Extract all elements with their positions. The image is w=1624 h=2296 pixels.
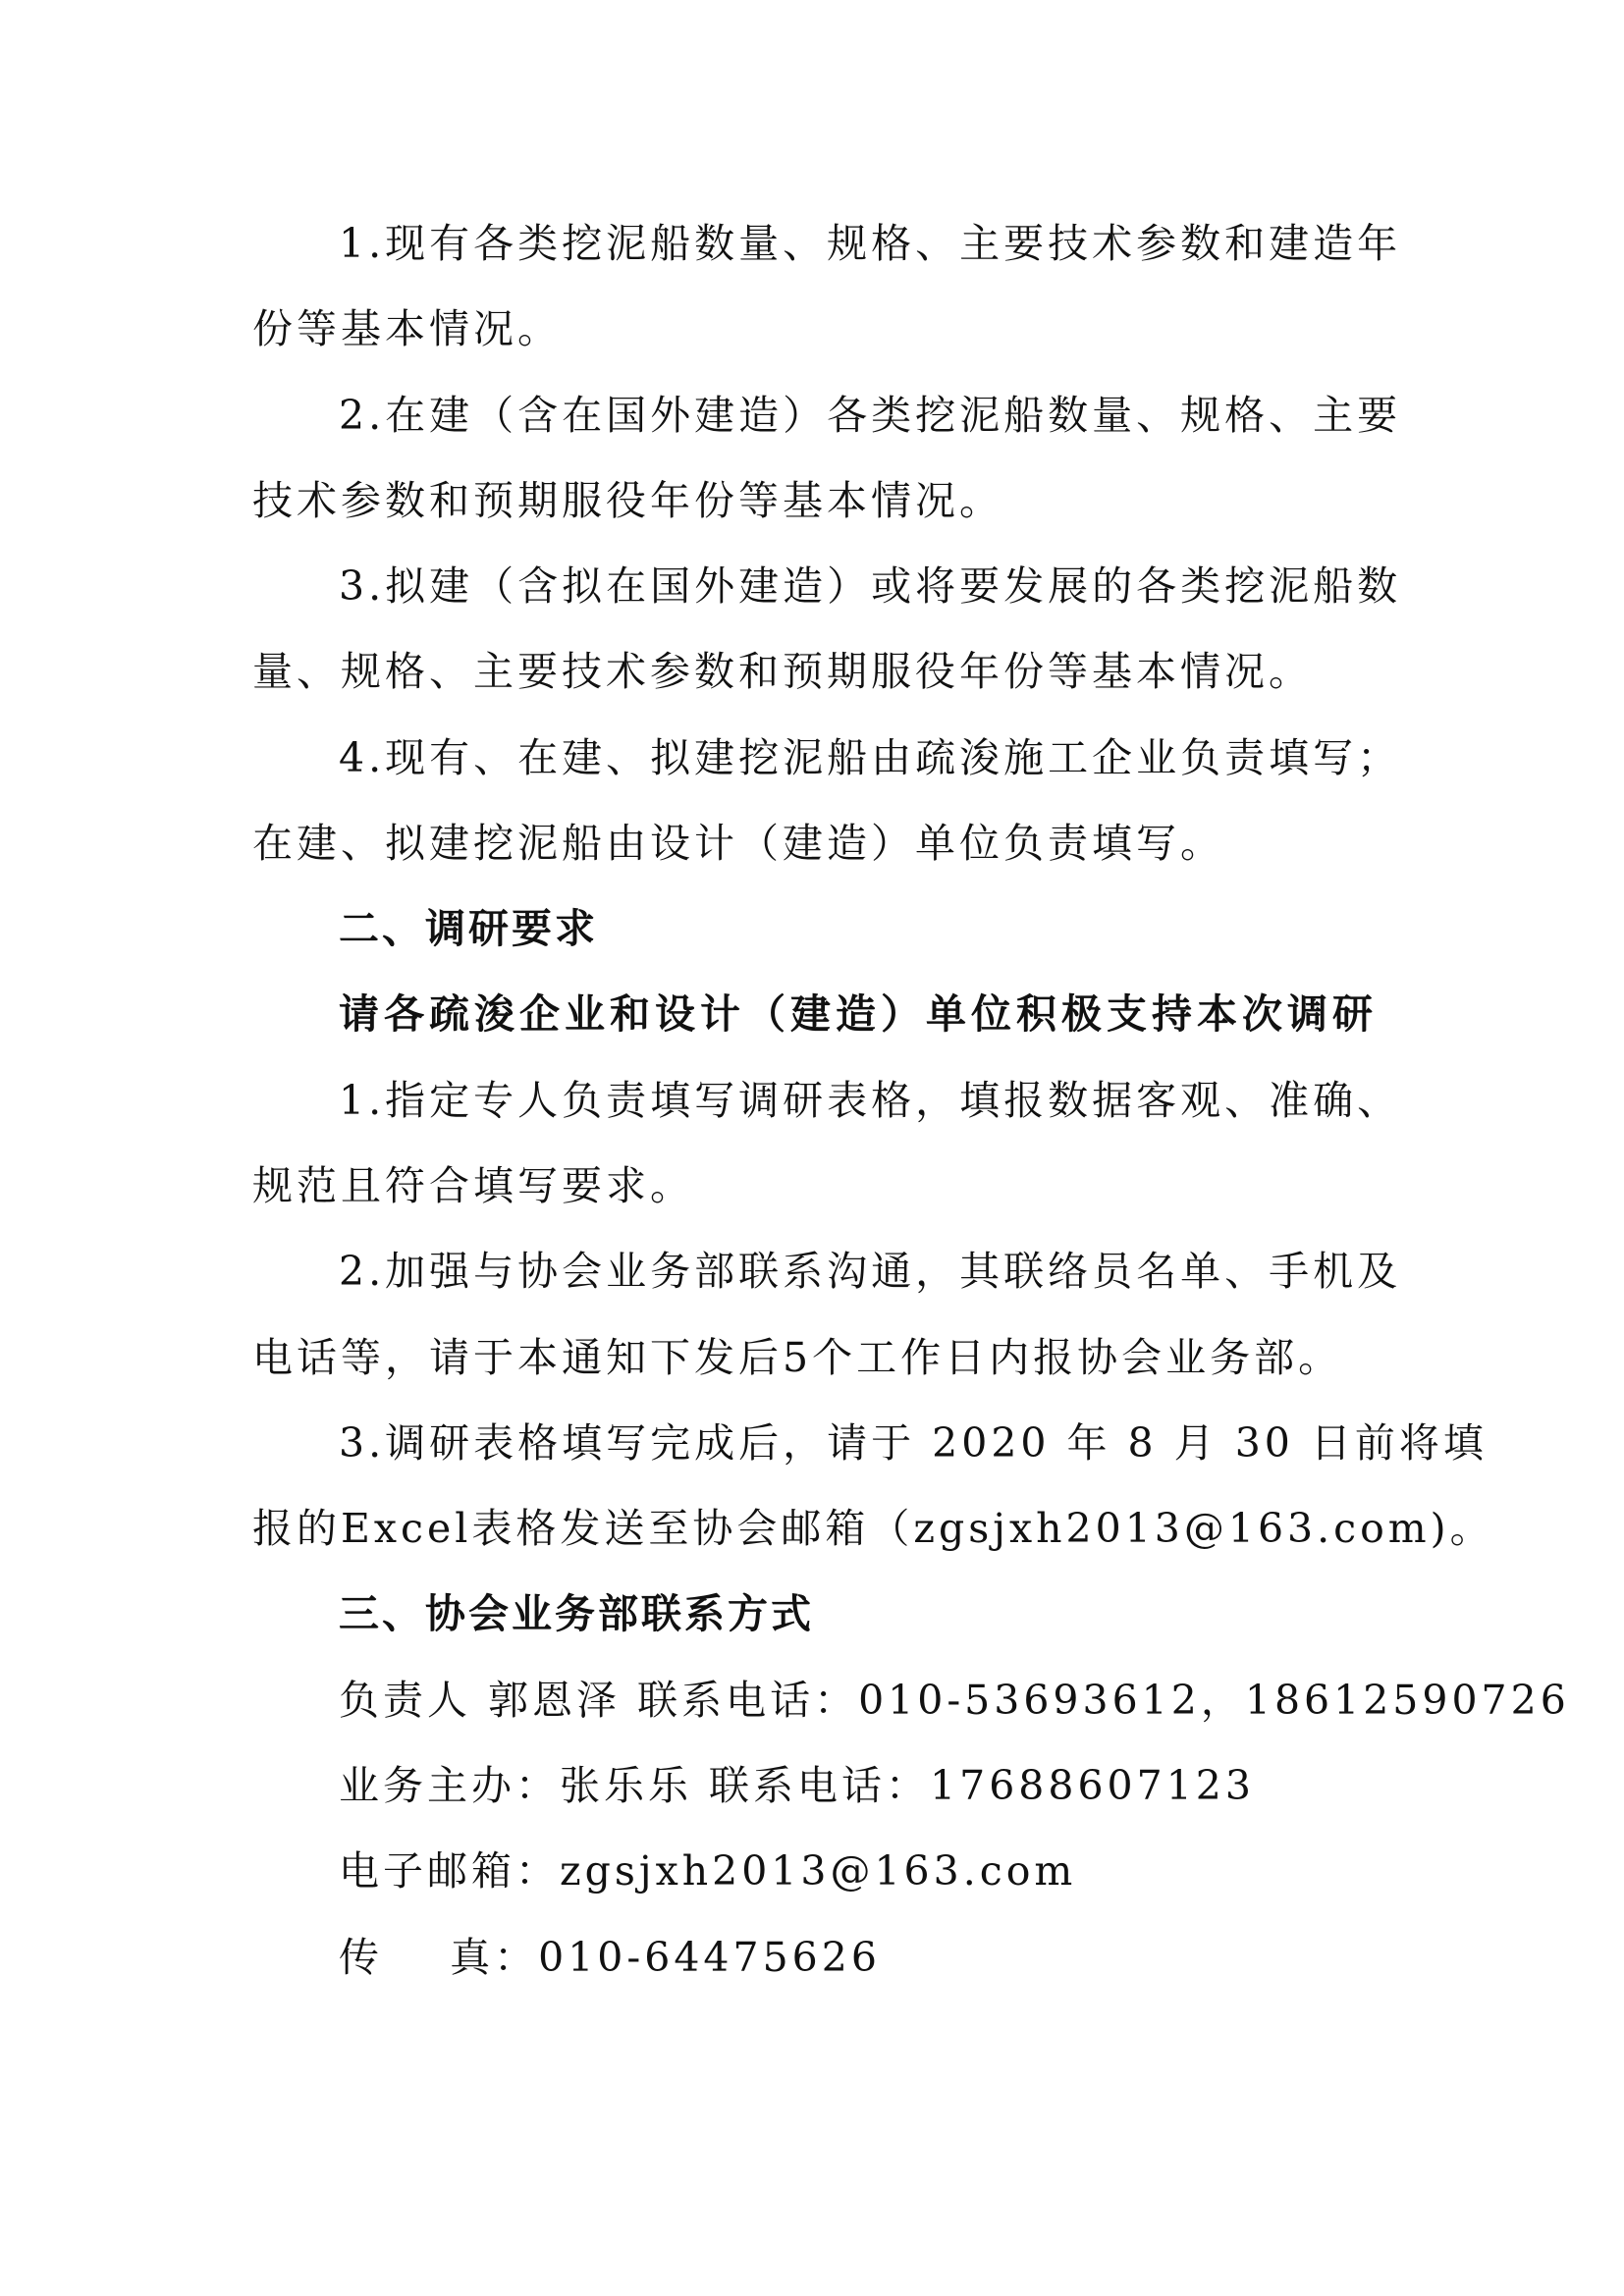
contact-responsible-line: 负责人 郭恩泽 联系电话：010-53693612，18612590726 [339, 1677, 1570, 1724]
requirement-1-line-2: 规范且符合填写要求。 [252, 1162, 694, 1209]
requirement-2-line-1: 2.加强与协会业务部联系沟通，其联络员名单、手机及 [339, 1248, 1402, 1295]
contact-fax-line: 传 真：010-64475626 [339, 1934, 881, 1981]
requirement-1-line-1: 1.指定专人负责填写调研表格，填报数据客观、准确、 [339, 1077, 1402, 1124]
item-2-line-2: 技术参数和预期服役年份等基本情况。 [252, 477, 1003, 524]
item-2-line-1: 2.在建（含在国外建造）各类挖泥船数量、规格、主要 [339, 392, 1402, 439]
section-2-lead: 请各疏浚企业和设计（建造）单位积极支持本次调研 [339, 990, 1378, 1038]
section-2-heading: 二、调研要求 [339, 905, 598, 952]
contact-business-line: 业务主办：张乐乐 联系电话：17688607123 [339, 1762, 1255, 1809]
item-1-line-1: 1.现有各类挖泥船数量、规格、主要技术参数和建造年 [339, 220, 1402, 267]
item-4-line-2: 在建、拟建挖泥船由设计（建造）单位负责填写。 [252, 820, 1224, 867]
requirement-3-line-2: 报的Excel表格发送至协会邮箱（zgsjxh2013@163.com)。 [252, 1505, 1494, 1552]
contact-email-line: 电子邮箱：zgsjxh2013@163.com [339, 1847, 1077, 1895]
section-3-heading: 三、协会业务部联系方式 [339, 1590, 814, 1637]
item-4-line-1: 4.现有、在建、拟建挖泥船由疏浚施工企业负责填写； [339, 734, 1402, 781]
requirement-2-line-2: 电话等，请于本通知下发后5个工作日内报协会业务部。 [252, 1334, 1343, 1381]
item-3-line-2: 量、规格、主要技术参数和预期服役年份等基本情况。 [252, 648, 1313, 695]
item-1-line-2: 份等基本情况。 [252, 305, 562, 352]
item-3-line-1: 3.拟建（含拟在国外建造）或将要发展的各类挖泥船数 [339, 562, 1402, 610]
requirement-3-line-1: 3.调研表格填写完成后，请于 2020 年 8 月 30 日前将填 [339, 1419, 1488, 1467]
